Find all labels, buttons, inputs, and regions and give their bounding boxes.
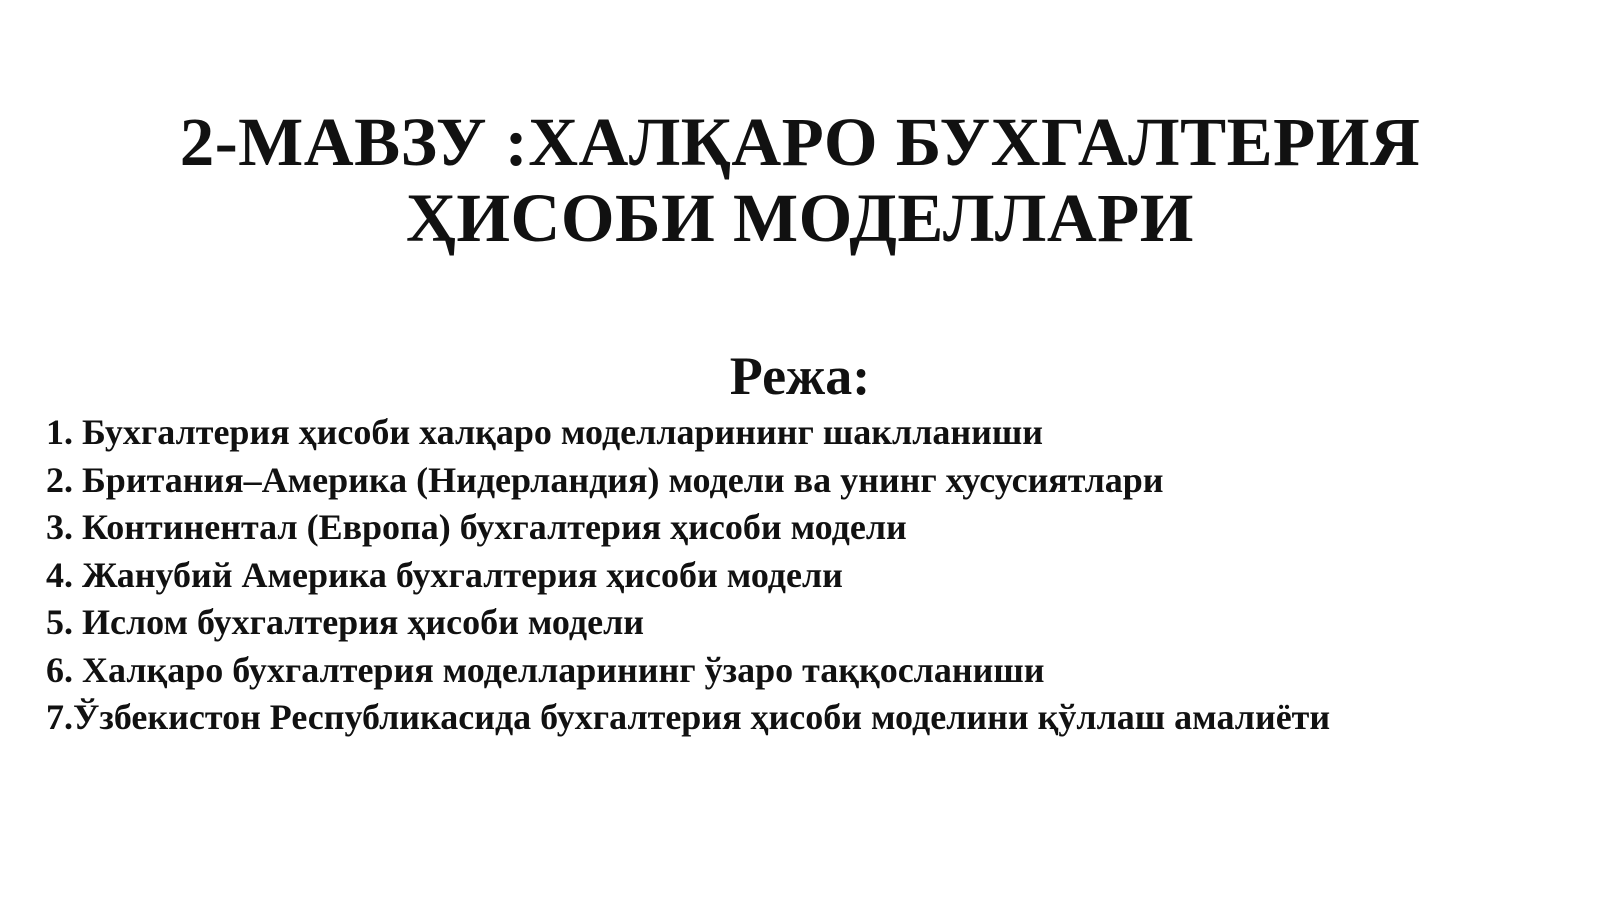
slide-title-line-2: ҲИСОБИ МОДЕЛЛАРИ xyxy=(406,180,1194,256)
plan-item-1: 1. Бухгалтерия ҳисоби халқаро моделларининг шаклланиши xyxy=(46,412,1044,452)
plan-item-5: 5. Ислом бухгалтерия ҳисоби модели xyxy=(46,602,645,642)
plan-item-6: 6. Халқаро бухгалтерия моделларининг ўзаро таққосланиши xyxy=(46,649,1045,690)
slide-title-line-1: 2-МАВЗУ :ХАЛҚАРО БУХГАЛТЕРИЯ xyxy=(179,104,1421,180)
plan-item-2: 2. Британия–Америка (Нидерландия) модели ва унинг хусусиятлари xyxy=(46,459,1164,500)
slide-title xyxy=(0,104,1600,256)
plan-item-4: 4. Жанубий Америка бухгалтерия ҳисоби модели xyxy=(46,554,843,595)
plan-list xyxy=(46,409,1566,742)
plan-item-3: 3. Континентал (Европа) бухгалтерия ҳисоби модели xyxy=(46,507,907,547)
plan-item-7: 7.Ўзбекистон Республикасида бухгалтерия ҳисоби моделини қўллаш амалиёти xyxy=(46,697,1331,737)
plan-heading: Режа: xyxy=(729,346,871,406)
